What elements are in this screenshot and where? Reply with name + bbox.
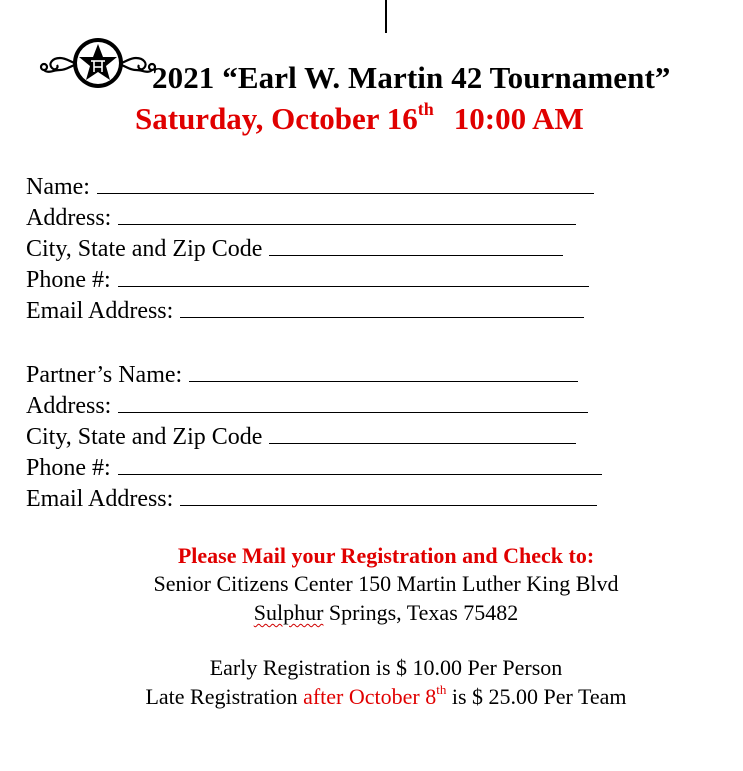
partner-email-field[interactable] bbox=[180, 483, 597, 506]
late-fee-deadline-suffix: th bbox=[436, 682, 447, 697]
partner-phone-row bbox=[26, 452, 602, 483]
partner-city-row bbox=[26, 421, 602, 452]
registrant-name-field[interactable] bbox=[97, 171, 594, 194]
registrant-city-field[interactable] bbox=[269, 233, 563, 256]
event-date-suffix: th bbox=[417, 99, 434, 119]
event-date-time bbox=[135, 101, 584, 137]
late-fee-deadline: after October 8 bbox=[303, 684, 437, 709]
registrant-email-label: Email Address: bbox=[26, 298, 174, 324]
event-date: Saturday, October 16 bbox=[135, 101, 418, 136]
registrant-city-row bbox=[26, 233, 594, 264]
registrant-address-label: Address: bbox=[26, 205, 112, 231]
mailing-heading: Please Mail your Registration and Check to: bbox=[177, 543, 595, 568]
partner-name-label: Partner’s Name: bbox=[26, 362, 183, 388]
mailing-address-line1: Senior Citizens Center 150 Martin Luther King Blvd bbox=[153, 571, 619, 596]
mailing-city-word: Sulphur bbox=[253, 600, 324, 625]
registrant-phone-label: Phone #: bbox=[26, 267, 111, 293]
partner-section bbox=[26, 359, 602, 514]
event-time: 10:00 AM bbox=[453, 101, 584, 136]
registrant-address-field[interactable] bbox=[118, 202, 576, 225]
registrant-name-label: Name: bbox=[26, 174, 90, 200]
registrant-phone-field[interactable] bbox=[118, 264, 589, 287]
late-fee-suffix: is $ 25.00 Per Team bbox=[446, 684, 627, 709]
partner-name-row bbox=[26, 359, 602, 390]
registrant-city-label: City, State and Zip Code bbox=[26, 236, 263, 262]
partner-address-row bbox=[26, 390, 602, 421]
registrant-phone-row bbox=[26, 264, 594, 295]
late-registration-fee bbox=[0, 684, 743, 710]
mailing-city-rest: Springs, Texas 75482 bbox=[323, 600, 519, 625]
partner-phone-label: Phone #: bbox=[26, 455, 111, 481]
partner-address-field[interactable] bbox=[118, 390, 588, 413]
registrant-email-row bbox=[26, 295, 594, 326]
early-registration-fee: Early Registration is $ 10.00 Per Person bbox=[209, 655, 563, 680]
registrant-email-field[interactable] bbox=[180, 295, 584, 318]
registrant-section bbox=[26, 171, 594, 326]
star-emblem-icon bbox=[38, 34, 158, 90]
tournament-title: 2021 “Earl W. Martin 42 Tournament” bbox=[152, 60, 671, 95]
partner-email-label: Email Address: bbox=[26, 486, 174, 512]
partner-city-field[interactable] bbox=[269, 421, 576, 444]
partner-email-row bbox=[26, 483, 602, 514]
partner-city-label: City, State and Zip Code bbox=[26, 424, 263, 450]
partner-name-field[interactable] bbox=[189, 359, 578, 382]
late-fee-prefix: Late Registration bbox=[145, 684, 304, 709]
registrant-address-row bbox=[26, 202, 594, 233]
partner-address-label: Address: bbox=[26, 393, 112, 419]
registrant-name-row bbox=[26, 171, 594, 202]
partner-phone-field[interactable] bbox=[118, 452, 602, 475]
mailing-address-line2 bbox=[0, 600, 743, 626]
text-cursor-line bbox=[385, 0, 387, 33]
